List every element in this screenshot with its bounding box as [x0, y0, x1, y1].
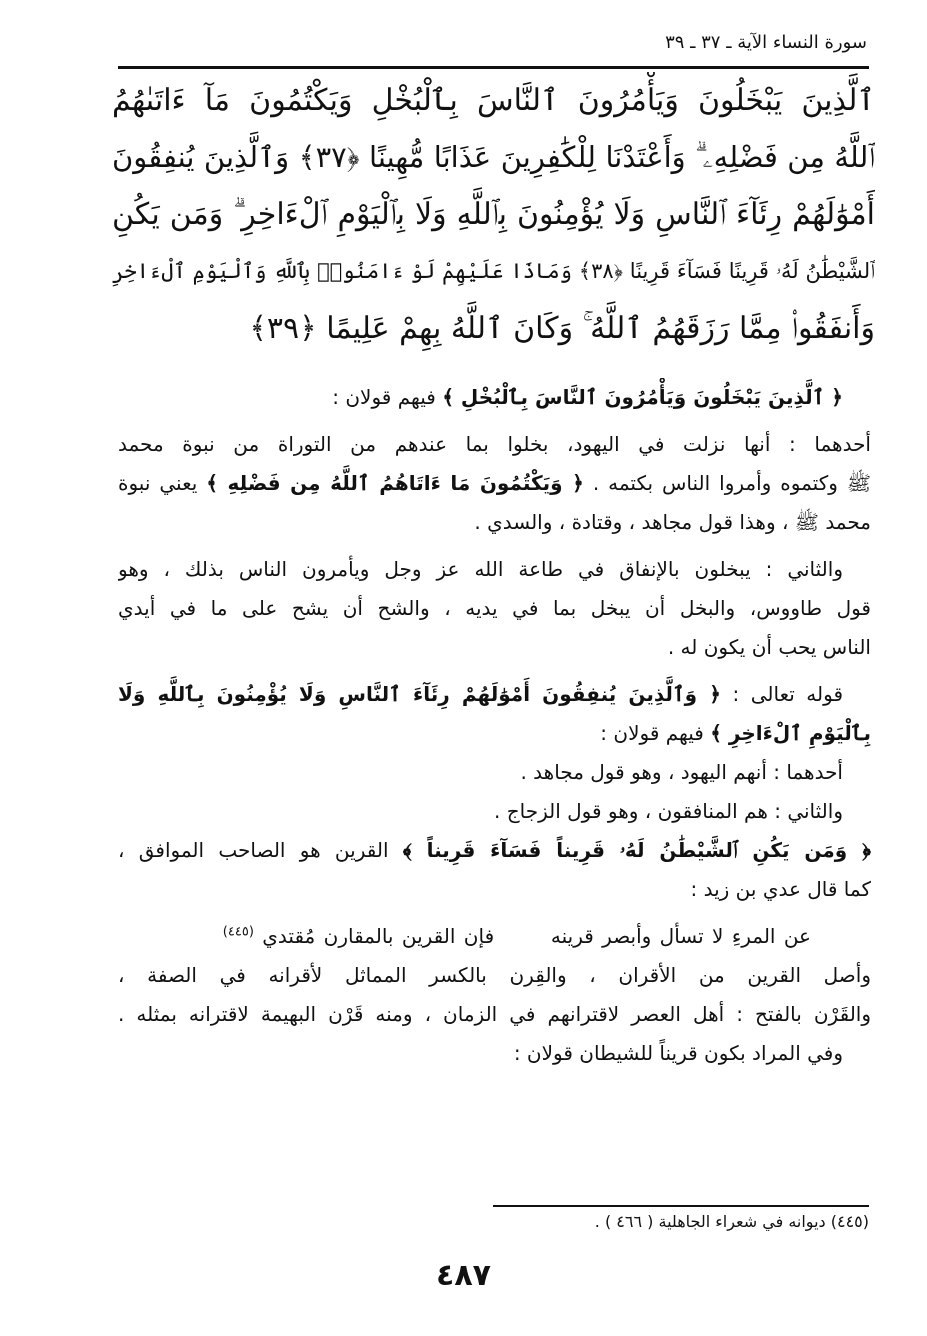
quoted-verse: بِٱلْيَوْمِ ٱلْءَاخِرِ ﴾: [710, 721, 871, 745]
quran-line: ٱلشَّيْطَٰنُ لَهُۥ قَرِينًا فَسَآءَ قَرِينًا ﴿٣٨﴾ وَمَاذَا عَلَيْهِمْ لَوْ ءَامَنُوا۟ بِٱللَّهِ وَٱلْيَوْمِ ٱلْءَاخِرِ: [112, 259, 875, 283]
commentary-line: وفي المراد بكون قريناً للشيطان قولان :: [513, 1041, 843, 1065]
header-rule: [118, 66, 869, 69]
commentary-line: الناس يحب أن يكون له .: [667, 635, 871, 659]
commentary-line: كما قال عدي بن زيد :: [690, 877, 871, 901]
commentary-line: أحدهما : أنها نزلت في اليهود، بخلوا بما عندهم من التوراة من نبوة محمد: [118, 432, 871, 456]
quran-line: وَأَنفَقُوا۟ مِمَّا رَزَقَهُمُ ٱللَّهُ ۚ وَكَانَ ٱللَّهُ بِهِمْ عَلِيمًا ﴿٣٩﴾: [249, 311, 875, 346]
quoted-verse: ﴿ وَٱلَّذِينَ يُنفِقُونَ أَمْوَٰلَهُمْ رِئَآءَ ٱلنَّاسِ وَلَا يُؤْمِنُونَ بِٱللَّهِ وَلَا: [118, 682, 721, 706]
footnote: (٤٤٥) ديوانه في شعراء الجاهلية ( ٤٦٦ ) .: [594, 1212, 869, 1231]
quran-verses-block: [112, 72, 875, 357]
quran-line: ٱلَّذِينَ يَبْخَلُونَ وَيَأْمُرُونَ ٱلنَّاسَ بِٱلْبُخْلِ وَيَكْتُمُونَ مَآ ءَاتَىٰهُمُ: [112, 83, 875, 118]
poem-hemistich: فإن القرين بالمقارن مُقتدي: [262, 924, 495, 948]
poem-hemistich: عن المرءِ لا تسأل وأبصر قرينه: [550, 924, 811, 948]
commentary-text: يعني نبوة: [118, 471, 198, 495]
commentary-line: والثاني : هم المنافقون ، وهو قول الزجاج .: [494, 799, 843, 823]
commentary-line: والثاني : يبخلون بالإنفاق في طاعة الله عز وجل ويأمرون الناس بذلك ، وهو: [118, 557, 843, 581]
quran-line: أَمْوَٰلَهُمْ رِئَآءَ ٱلنَّاسِ وَلَا يُؤْمِنُونَ بِٱللَّهِ وَلَا بِٱلْيَوْمِ ٱلْءَاخِرِ ۗ وَمَن يَكُنِ: [112, 197, 875, 232]
commentary-text: ﷺ وكتموه وأمروا الناس بكتمه .: [592, 471, 871, 495]
commentary-text: فيهم قولان :: [600, 721, 704, 745]
commentary-body: [118, 378, 871, 1073]
commentary-line: [118, 464, 871, 503]
commentary-line: والقَرْن بالفتح : أهل العصر لاقترانهم في الزمان ، ومنه قَرْن البهيمة لاقترانه بمثله .: [118, 1002, 871, 1026]
footnote-rule: [493, 1205, 869, 1207]
quran-line: ٱللَّهُ مِن فَضْلِهِۦ ۗ وَأَعْتَدْنَا لِلْكَٰفِرِينَ عَذَابًا مُّهِينًا ﴿٣٧﴾ وَٱلَّذِينَ يُنفِقُونَ: [112, 140, 875, 174]
commentary-line: [118, 378, 871, 417]
commentary-line: [118, 714, 871, 753]
commentary-line: قول طاووس، والبخل أن يبخل بما في يديه ، والشح أن يشح على ما في أيدي: [118, 596, 871, 620]
commentary-line: [118, 675, 871, 714]
commentary-text: فيهم قولان :: [332, 385, 436, 409]
quoted-verse: ﴿ وَمَن يَكُنِ ٱلشَّيْطَٰنُ لَهُۥ قَرِيناً فَسَآءَ قَرِيناً ﴾: [402, 838, 871, 862]
page-number: ٤٨٧: [436, 1258, 491, 1293]
commentary-line: أحدهما : أنهم اليهود ، وهو قول مجاهد .: [520, 760, 843, 784]
commentary-text: قوله تعالى :: [732, 682, 844, 706]
footnote-reference[interactable]: (٤٤٥): [222, 924, 254, 940]
commentary-line: [118, 831, 871, 870]
quoted-verse: ﴿ ٱلَّذِينَ يَبْخَلُونَ وَيَأْمُرُونَ ٱلنَّاسَ بِٱلْبُخْلِ ﴾: [442, 385, 843, 409]
commentary-line: وأصل القرين من الأقران ، والقِرن بالكسر المماثل لأقرانه في الصفة ،: [118, 963, 871, 987]
commentary-line: محمد ﷺ ، وهذا قول مجاهد ، وقتادة ، والسدي .: [474, 510, 871, 534]
quoted-verse: ﴿ وَيَكْتُمُونَ مَا ءَاتَاهُمُ ٱللَّهُ مِن فَضْلِهِ ﴾: [206, 471, 584, 495]
poem-verse: [118, 917, 871, 956]
running-header: سورة النساء الآية ـ ٣٧ ـ ٣٩: [665, 32, 867, 53]
commentary-text: القرين هو الصاحب الموافق ،: [118, 838, 389, 862]
